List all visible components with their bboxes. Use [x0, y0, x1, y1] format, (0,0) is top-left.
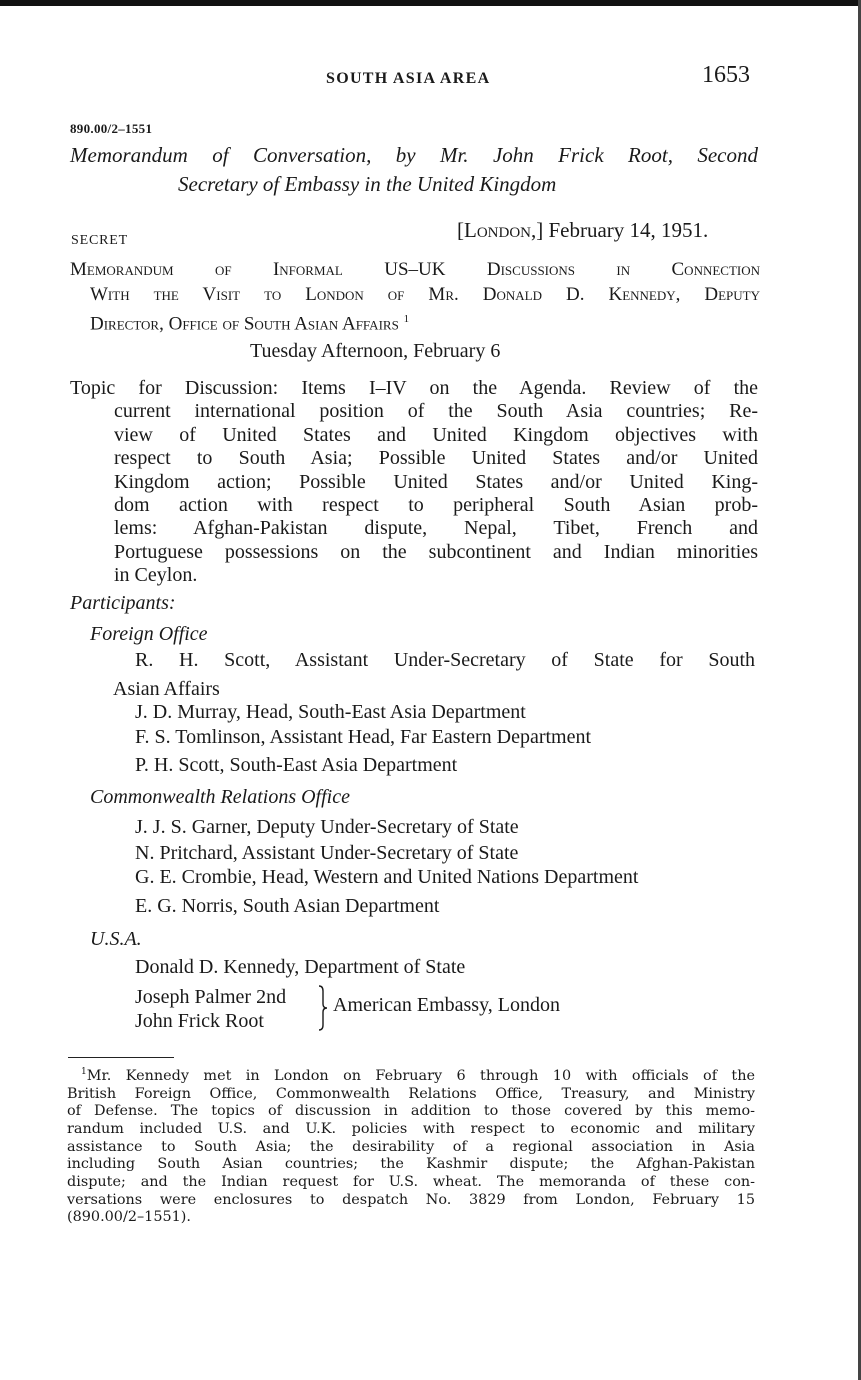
footnote-line: randum included U.S. and U.K. policies with respect to economic and military	[67, 1120, 755, 1137]
participant-tomlinson: F. S. Tomlinson, Assistant Head, Far Eastern Department	[135, 726, 592, 748]
footnote-line: versations were enclosures to despatch No. 3829 from London, February 15	[67, 1191, 755, 1208]
heading-footnote-mark: 1	[403, 313, 410, 325]
dateline-date: February 14, 1951.	[548, 218, 709, 242]
session-line: Tuesday Afternoon, February 6	[250, 340, 501, 362]
heading-line-3	[70, 307, 760, 336]
memo-title-line-2: Secretary of Embassy in the United Kingdom	[178, 172, 557, 196]
footnote-line: (890.00/2–1551).	[67, 1209, 191, 1226]
footnote-line: assistance to South Asia; the desirability of a regional association in Asia	[67, 1138, 755, 1155]
topic-line: Portuguese possessions on the subcontinent and Indian minorities	[114, 540, 758, 563]
participant-garner: J. J. S. Garner, Deputy Under-Secretary of State	[135, 816, 519, 838]
heading-line-2: With the Visit to London of Mr. Donald D. Kennedy, Deputy	[90, 284, 760, 305]
participant-scott-rh: R. H. Scott, Assistant Under-Secretary of State for South	[135, 649, 755, 671]
participant-scott-ph: P. H. Scott, South-East Asia Department	[135, 754, 458, 776]
usa-label: U.S.A.	[90, 928, 142, 950]
footnote-rule	[68, 1057, 174, 1058]
participant-kennedy: Donald D. Kennedy, Department of State	[135, 956, 466, 978]
footnote-line: of Defense. The topics of discussion in addition to those covered by this memo-	[67, 1103, 755, 1120]
topic-line: Topic for Discussion: Items I–IV on the Agenda. Review of the	[70, 377, 758, 399]
participant-pritchard: N. Pritchard, Assistant Under-Secretary of State	[135, 842, 519, 864]
participant-scott-rh-cont: Asian Affairs	[113, 678, 220, 700]
footnote-line	[67, 1064, 755, 1086]
heading-line-3-text: Director, Office of South Asian Affairs	[90, 313, 399, 335]
participants-label: Participants:	[70, 592, 176, 614]
participant-crombie: G. E. Crombie, Head, Western and United Nations Department	[135, 866, 639, 888]
memo-title-line-1: Memorandum of Conversation, by Mr. John Frick Root, Second	[70, 143, 758, 167]
classification-label: SECRET	[71, 233, 128, 248]
scan-top-border	[0, 0, 861, 6]
file-reference: 890.00/2–1551	[70, 121, 153, 136]
footnote	[67, 1064, 755, 1227]
running-head: SOUTH ASIA AREA	[326, 70, 491, 87]
footnote-mark: 1	[81, 1067, 87, 1077]
footnote-line: British Foreign Office, Commonwealth Relations Office, Treasury, and Ministry	[67, 1085, 755, 1102]
heading-line-1: Memorandum of Informal US–UK Discussions in Connection	[70, 259, 760, 280]
dateline	[457, 218, 708, 243]
footnote-line: dispute; and the Indian request for U.S. wheat. The memoranda of these con-	[67, 1174, 755, 1191]
topic-line: dom action with respect to peripheral South Asian prob-	[114, 494, 758, 517]
footnote-line: including South Asian countries; the Kashmir dispute; the Afghan-Pakistan	[67, 1156, 755, 1173]
embassy-label: American Embassy, London	[333, 994, 560, 1016]
dateline-place: [London,]	[457, 218, 544, 242]
topic-line: in Ceylon.	[114, 564, 198, 587]
participant-norris: E. G. Norris, South Asian Department	[135, 895, 440, 917]
topic-line: current international position of the South Asia countries; Re-	[114, 400, 758, 423]
participant-murray: J. D. Murray, Head, South-East Asia Department	[135, 701, 526, 723]
topic-line: lems: Afghan-Pakistan dispute, Nepal, Tibet, French and	[114, 517, 758, 540]
topic-paragraph	[70, 377, 758, 588]
page-number: 1653	[702, 62, 750, 88]
topic-line: respect to South Asia; Possible United States and/or United	[114, 447, 758, 470]
topic-line: Kingdom action; Possible United States and/or United King-	[114, 470, 758, 493]
footnote-line-text: Mr. Kennedy met in London on February 6 through 10 with officials of the	[86, 1067, 755, 1084]
brace-icon	[318, 985, 328, 1031]
memorandum-heading	[70, 257, 760, 336]
foreign-office-label: Foreign Office	[90, 623, 208, 645]
participant-root: John Frick Root	[135, 1010, 264, 1032]
memo-title	[70, 141, 758, 199]
topic-line: view of United States and United Kingdom objectives with	[114, 423, 758, 446]
commonwealth-office-label: Commonwealth Relations Office	[90, 786, 350, 808]
participant-palmer: Joseph Palmer 2nd	[135, 986, 287, 1008]
